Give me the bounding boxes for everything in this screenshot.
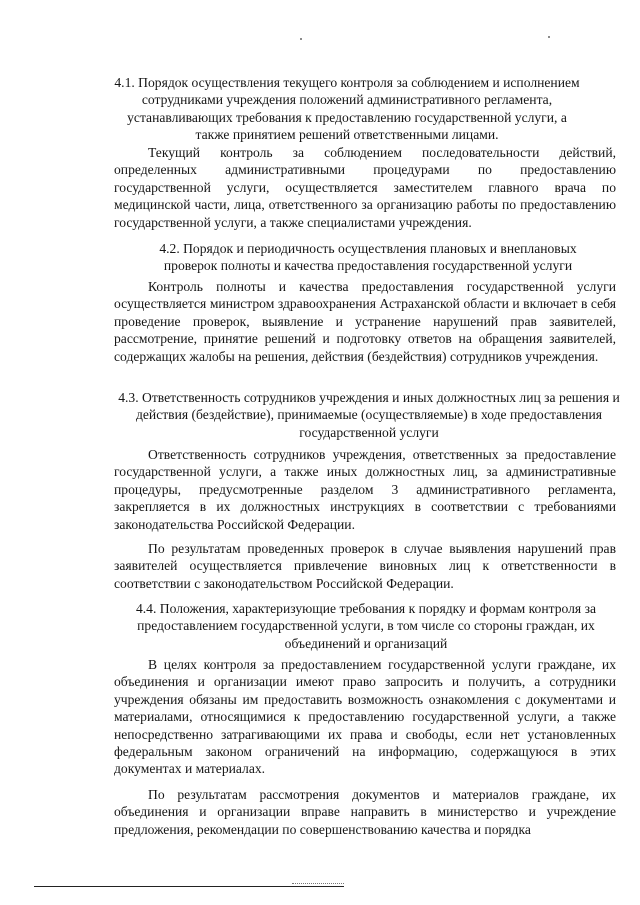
- section-4-4-heading: 4.4. Положения, характеризующие требования к порядку и формам контроля за предоставлением государственной услуги, в том числе со стороны граждан, их объединений и организаций: [135, 601, 596, 651]
- footer-rule-dotted: [292, 883, 344, 884]
- footer-rule: [34, 886, 344, 887]
- section-4-4-paragraph-1: В целях контроля за предоставлением государственной услуги граждане, их объединения и организации имеют право запросить и получить, а сотрудники учреждения обязаны им предоставить возможность ознакомления с документами и материалами, относящимися к предоставлению государственной услуги, а также непосредственно затрагивающими их права и свободы, если нет установленных федеральным законом ограничений на информацию, содержащуюся в этих документах и материалах.: [114, 657, 616, 777]
- section-4-2-heading: 4.2. Порядок и периодичность осуществления плановых и внеплановых проверок полноты и качества предоставления государственной услуги: [159, 241, 577, 274]
- section-4-1-heading: 4.1. Порядок осуществления текущего контроля за соблюдением и исполнением сотрудниками учреждения положений административного регламента, устанавливающих требования к предоставлению государственной услуги, а также принятием решений ответственными лицами.: [114, 75, 580, 143]
- scan-speck: [548, 36, 550, 38]
- section-4-4-paragraph-2: По результатам рассмотрения документов и материалов граждане, их объединения и организации вправе направить в министерство и учреждение предложения, рекомендации по совершенствованию качества и порядка: [114, 787, 616, 837]
- section-4-2-paragraph: Контроль полноты и качества предоставления государственной услуги осуществляется министром здравоохранения Астраханской области и включает в себя проведение проверок, выявление и устранение нарушений прав заявителей, рассмотрение, принятие решений и подготовку ответов на обращения заявителей, содержащих жалобы на решения, действия (бездействия) сотрудников учреждения.: [114, 279, 616, 364]
- scan-speck: [300, 38, 302, 40]
- section-4-3-paragraph-1: Ответственность сотрудников учреждения, ответственных за предоставление государственной услуги, а также иных должностных лиц, за административные процедуры, предусмотренные разделом 3 административного регламента, закрепляется в их должностных инструкциях в соответствии с требованиями законодательства Российской Федерации.: [114, 447, 616, 532]
- section-4-3-paragraph-2: По результатам проведенных проверок в случае выявления нарушений прав заявителей осуществляется привлечение виновных лиц к ответственности в соответствии с законодательством Российской Федерации.: [114, 541, 616, 591]
- section-4-1-paragraph: Текущий контроль за соблюдением последовательности действий, определенных административными процедурами по предоставлению государственной услуги, осуществляется заместителем главного врача по медицинской части, лица, ответственного за организацию работы по предоставлению государственной услуги, а также специалистами учреждения.: [114, 145, 616, 230]
- section-4-3-heading: 4.3. Ответственность сотрудников учреждения и иных должностных лиц за решения и действия (бездействие), принимаемые (осуществляемые) в ходе предоставления государственной услуги: [118, 390, 620, 440]
